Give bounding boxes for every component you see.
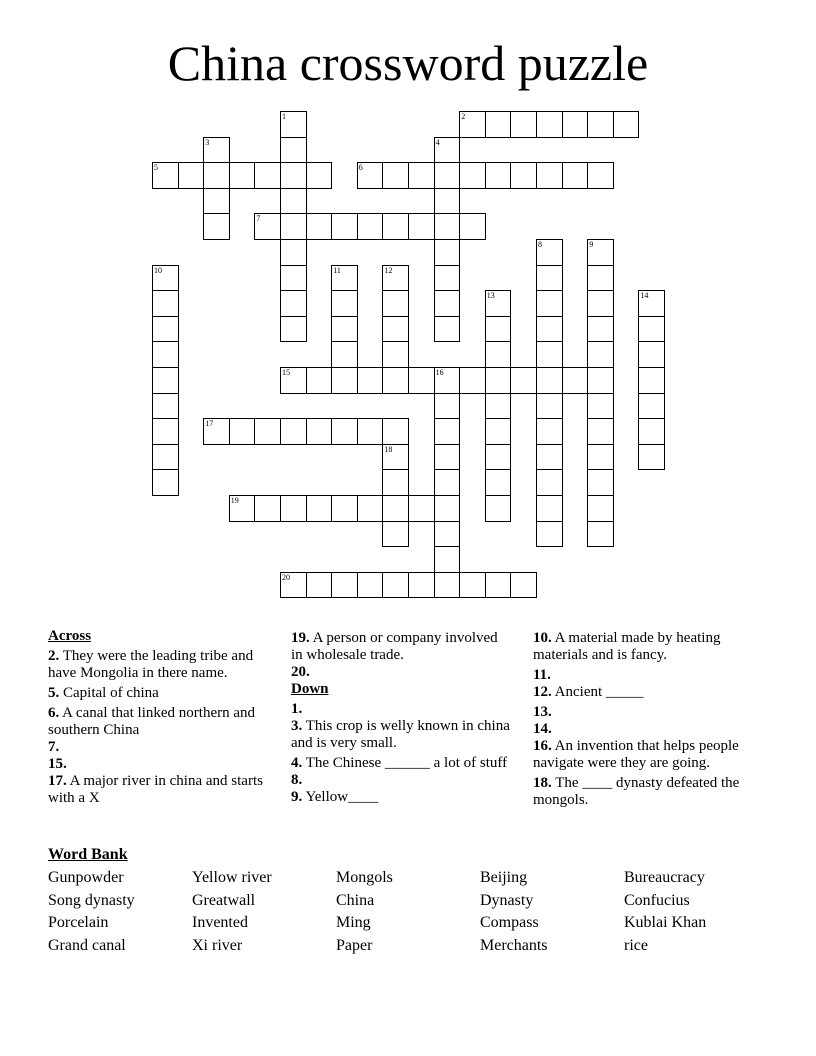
grid-cell[interactable] <box>434 137 461 164</box>
word-bank-item: Kublai Khan <box>624 914 707 932</box>
word-bank-item: China <box>336 891 375 909</box>
grid-cell[interactable] <box>254 213 281 240</box>
grid-cell[interactable] <box>536 418 563 445</box>
grid-cell[interactable] <box>382 521 409 548</box>
grid-cell[interactable] <box>434 265 461 292</box>
grid-cell[interactable] <box>510 572 537 599</box>
clue-number: 11 <box>333 265 341 275</box>
clue-across-5: 5. Capital of china <box>48 685 159 701</box>
down-heading: Down <box>291 681 329 697</box>
clue-number: 1 <box>282 112 286 121</box>
grid-cell[interactable] <box>485 111 512 138</box>
word-bank-item: Porcelain <box>48 914 109 932</box>
grid-cell[interactable] <box>434 290 461 317</box>
across-heading: Across <box>48 628 92 644</box>
grid-cell[interactable] <box>587 495 614 522</box>
clue-number: 8 <box>538 240 542 249</box>
clue-number: 18 <box>384 444 393 454</box>
grid-cell[interactable] <box>485 367 512 394</box>
grid-cell[interactable] <box>587 469 614 496</box>
grid-cell[interactable] <box>434 572 461 599</box>
clue-number: 4 <box>435 137 440 147</box>
grid-cell[interactable] <box>382 469 409 496</box>
grid-cell[interactable] <box>485 495 512 522</box>
clue-across-15: 15. <box>48 756 67 772</box>
grid-cell[interactable] <box>510 162 537 189</box>
clues-column-3 <box>533 628 763 809</box>
word-bank-item: Confucius <box>624 891 690 909</box>
grid-cell[interactable] <box>254 162 281 189</box>
grid-cell[interactable] <box>331 265 358 292</box>
clue-down-12: 12. Ancient _____ <box>533 684 644 700</box>
grid-cell[interactable] <box>382 316 409 343</box>
clue-down-4: 4. The Chinese ______ a lot of stuff <box>291 755 508 771</box>
grid-cell[interactable] <box>306 213 333 240</box>
clue-down-11: 11. <box>533 667 551 683</box>
grid-cell[interactable] <box>152 290 179 317</box>
clue-down-1: 1. <box>291 701 303 717</box>
grid-cell[interactable] <box>485 393 512 420</box>
grid-cell[interactable] <box>331 495 358 522</box>
grid-cell[interactable] <box>434 316 461 343</box>
grid-cell[interactable] <box>613 111 640 138</box>
grid-cell[interactable] <box>485 418 512 445</box>
word-bank-item: Gunpowder <box>48 869 124 886</box>
grid-cell[interactable] <box>459 213 486 240</box>
grid-cell[interactable] <box>638 367 665 394</box>
grid-cell[interactable] <box>638 444 665 471</box>
grid-cell[interactable] <box>587 418 614 445</box>
grid-cell[interactable] <box>382 444 409 471</box>
clue-down-16: 16. An invention that helps people navigate were they are going. <box>533 738 739 771</box>
grid-cell[interactable] <box>587 521 614 548</box>
grid-cell[interactable] <box>434 469 461 496</box>
grid-cell[interactable] <box>536 495 563 522</box>
grid-cell[interactable] <box>536 341 563 368</box>
grid-cell[interactable] <box>638 290 665 317</box>
clue-number: 6 <box>358 163 363 173</box>
grid-cell[interactable] <box>536 265 563 292</box>
grid-cell[interactable] <box>382 367 409 394</box>
grid-cell[interactable] <box>587 444 614 471</box>
grid-cell[interactable] <box>357 418 384 445</box>
grid-cell[interactable] <box>382 290 409 317</box>
grid-cell[interactable] <box>459 367 486 394</box>
grid-cell[interactable] <box>638 418 665 445</box>
grid-cell[interactable] <box>434 546 461 573</box>
clue-number: 15 <box>282 368 290 377</box>
clue-across-2: 2. They were the leading tribe and have Mongolia in there name. <box>48 648 254 681</box>
clue-down-18: 18. The ____ dynasty defeated the mongols. <box>533 775 740 808</box>
grid-cell[interactable] <box>280 265 307 292</box>
grid-cell[interactable] <box>229 418 256 445</box>
grid-cell[interactable] <box>536 367 563 394</box>
clue-number: 14 <box>640 291 649 301</box>
word-bank-item: Dynasty <box>480 891 534 909</box>
grid-cell[interactable] <box>382 495 409 522</box>
grid-cell[interactable] <box>152 367 179 394</box>
grid-cell[interactable] <box>485 162 512 189</box>
grid-cell[interactable] <box>434 444 461 471</box>
clue-number: 5 <box>154 163 158 173</box>
clue-across-19: 19. A person or company involved in wholesale trade. <box>291 630 498 663</box>
grid-cell[interactable] <box>152 341 179 368</box>
grid-cell[interactable] <box>203 418 230 445</box>
grid-cell[interactable] <box>485 469 512 496</box>
grid-cell[interactable] <box>152 316 179 343</box>
clue-across-6: 6. A canal that linked northern and southern China <box>48 705 256 738</box>
grid-cell[interactable] <box>485 444 512 471</box>
grid-cell[interactable] <box>357 367 384 394</box>
grid-cell[interactable] <box>587 239 614 266</box>
grid-cell[interactable] <box>536 521 563 548</box>
grid-cell[interactable] <box>485 316 512 343</box>
grid-cell[interactable] <box>382 265 409 292</box>
grid-cell[interactable] <box>536 111 563 138</box>
grid-cell[interactable] <box>562 367 589 394</box>
grid-cell[interactable] <box>587 316 614 343</box>
grid-cell[interactable] <box>306 162 333 189</box>
clue-across-17: 17. A major river in china and starts with a X <box>48 773 263 806</box>
grid-cell[interactable] <box>280 111 307 138</box>
grid-cell[interactable] <box>280 213 307 240</box>
grid-cell[interactable] <box>434 418 461 445</box>
clue-number: 7 <box>256 214 261 224</box>
grid-cell[interactable] <box>434 495 461 522</box>
grid-cell[interactable] <box>331 341 358 368</box>
word-bank-item: rice <box>624 937 648 955</box>
grid-cell[interactable] <box>306 495 333 522</box>
grid-cell[interactable] <box>536 316 563 343</box>
grid-cell[interactable] <box>280 290 307 317</box>
clue-number: 9 <box>589 240 594 249</box>
grid-cell[interactable] <box>587 162 614 189</box>
grid-cell[interactable] <box>638 393 665 420</box>
word-bank-item: Beijing <box>480 869 528 886</box>
grid-cell[interactable] <box>382 162 409 189</box>
word-bank-item: Bureaucracy <box>624 869 705 886</box>
grid-cell[interactable] <box>459 572 486 599</box>
clue-across-20: 20. <box>291 664 310 680</box>
grid-cell[interactable] <box>408 213 435 240</box>
grid-cell[interactable] <box>280 188 307 215</box>
word-bank-item: Mongols <box>336 869 393 886</box>
clue-number: 13 <box>486 291 495 301</box>
grid-cell[interactable] <box>280 316 307 343</box>
word-bank-item: Greatwall <box>192 891 256 909</box>
clue-down-14: 14. <box>533 721 552 737</box>
grid-cell[interactable] <box>152 418 179 445</box>
grid-cell[interactable] <box>408 572 435 599</box>
grid-cell[interactable] <box>510 367 537 394</box>
grid-cell[interactable] <box>638 316 665 343</box>
clue-number: 20 <box>282 572 290 582</box>
grid-cell[interactable] <box>229 495 256 522</box>
grid-cell[interactable] <box>434 239 461 266</box>
grid-cell[interactable] <box>331 418 358 445</box>
clue-down-9: 9. Yellow____ <box>291 789 379 805</box>
grid-cell[interactable] <box>536 444 563 471</box>
word-bank-item: Merchants <box>480 937 548 955</box>
clue-across-7: 7. <box>48 739 60 755</box>
grid-cell[interactable] <box>562 111 589 138</box>
grid-cell[interactable] <box>331 572 358 599</box>
grid-cell[interactable] <box>382 341 409 368</box>
grid-cell[interactable] <box>357 495 384 522</box>
grid-cell[interactable] <box>382 418 409 445</box>
grid-cell[interactable] <box>587 367 614 394</box>
grid-cell[interactable] <box>203 188 230 215</box>
grid-cell[interactable] <box>587 341 614 368</box>
clue-number: 16 <box>435 368 444 377</box>
grid-cell[interactable] <box>485 572 512 599</box>
grid-cell[interactable] <box>587 111 614 138</box>
grid-cell[interactable] <box>562 162 589 189</box>
grid-cell[interactable] <box>459 162 486 189</box>
grid-cell[interactable] <box>434 393 461 420</box>
clue-down-13: 13. <box>533 704 552 720</box>
grid-cell[interactable] <box>280 137 307 164</box>
clues-column-2 <box>291 628 513 806</box>
grid-cell[interactable] <box>408 495 435 522</box>
grid-cell[interactable] <box>306 367 333 394</box>
clue-down-10: 10. A material made by heating materials and is fancy. <box>533 630 721 663</box>
grid-cell[interactable] <box>536 239 563 266</box>
grid-cell[interactable] <box>280 162 307 189</box>
clue-number: 12 <box>384 265 393 275</box>
word-bank-item: Compass <box>480 914 539 932</box>
grid-cell[interactable] <box>382 572 409 599</box>
grid-cell[interactable] <box>254 418 281 445</box>
grid-cell[interactable] <box>434 162 461 189</box>
grid-cell[interactable] <box>536 393 563 420</box>
grid-cell[interactable] <box>536 469 563 496</box>
grid-cell[interactable] <box>280 495 307 522</box>
grid-cell[interactable] <box>331 290 358 317</box>
grid-cell[interactable] <box>331 213 358 240</box>
grid-cell[interactable] <box>152 393 179 420</box>
grid-cell[interactable] <box>485 341 512 368</box>
grid-cell[interactable] <box>587 290 614 317</box>
grid-cell[interactable] <box>280 418 307 445</box>
clue-number: 2 <box>461 112 466 121</box>
word-bank-item: Ming <box>336 914 371 932</box>
grid-cell[interactable] <box>536 290 563 317</box>
grid-cell[interactable] <box>306 418 333 445</box>
clue-down-8: 8. <box>291 772 303 788</box>
clue-number: 17 <box>205 419 214 429</box>
grid-cell[interactable] <box>434 367 461 394</box>
grid-cell[interactable] <box>280 572 307 599</box>
grid-cell[interactable] <box>357 162 384 189</box>
grid-cell[interactable] <box>229 162 256 189</box>
clue-down-3: 3. This crop is welly known in china and is very small. <box>291 718 510 751</box>
word-bank-title: Word Bank <box>48 846 128 863</box>
word-bank-item: Xi river <box>192 937 243 955</box>
clue-number: 19 <box>230 496 239 505</box>
grid-cell[interactable] <box>536 162 563 189</box>
grid-cell[interactable] <box>280 367 307 394</box>
grid-cell[interactable] <box>152 162 179 189</box>
grid-cell[interactable] <box>382 213 409 240</box>
grid-cell[interactable] <box>587 265 614 292</box>
grid-cell[interactable] <box>434 188 461 215</box>
word-bank-item: Grand canal <box>48 937 126 955</box>
clue-number: 3 <box>205 137 210 147</box>
grid-cell[interactable] <box>152 265 179 292</box>
clues-column-1 <box>48 628 284 807</box>
grid-cell[interactable] <box>152 444 179 471</box>
grid-cell[interactable] <box>408 162 435 189</box>
grid-cell[interactable] <box>408 367 435 394</box>
grid-cell[interactable] <box>203 162 230 189</box>
word-bank-item: Yellow river <box>192 869 272 886</box>
grid-cell[interactable] <box>306 572 333 599</box>
clue-number: 10 <box>154 265 162 275</box>
page-title: China crossword puzzle <box>167 35 649 91</box>
grid-cell[interactable] <box>331 316 358 343</box>
grid-cell[interactable] <box>357 572 384 599</box>
grid-cell[interactable] <box>485 290 512 317</box>
grid-cell[interactable] <box>357 213 384 240</box>
grid-cell[interactable] <box>254 495 281 522</box>
grid-cell[interactable] <box>178 162 205 189</box>
grid-cell[interactable] <box>203 213 230 240</box>
grid-cell[interactable] <box>152 469 179 496</box>
grid-cell[interactable] <box>459 111 486 138</box>
grid-cell[interactable] <box>203 137 230 164</box>
grid-cell[interactable] <box>638 341 665 368</box>
word-bank-item: Paper <box>336 937 373 955</box>
grid-cell[interactable] <box>434 521 461 548</box>
word-bank <box>48 867 768 958</box>
grid-cell[interactable] <box>434 213 461 240</box>
grid-cell[interactable] <box>510 111 537 138</box>
word-bank-item: Song dynasty <box>48 891 135 909</box>
word-bank-item: Invented <box>192 914 248 932</box>
grid-cell[interactable] <box>587 393 614 420</box>
grid-cell[interactable] <box>331 367 358 394</box>
grid-cell[interactable] <box>280 239 307 266</box>
